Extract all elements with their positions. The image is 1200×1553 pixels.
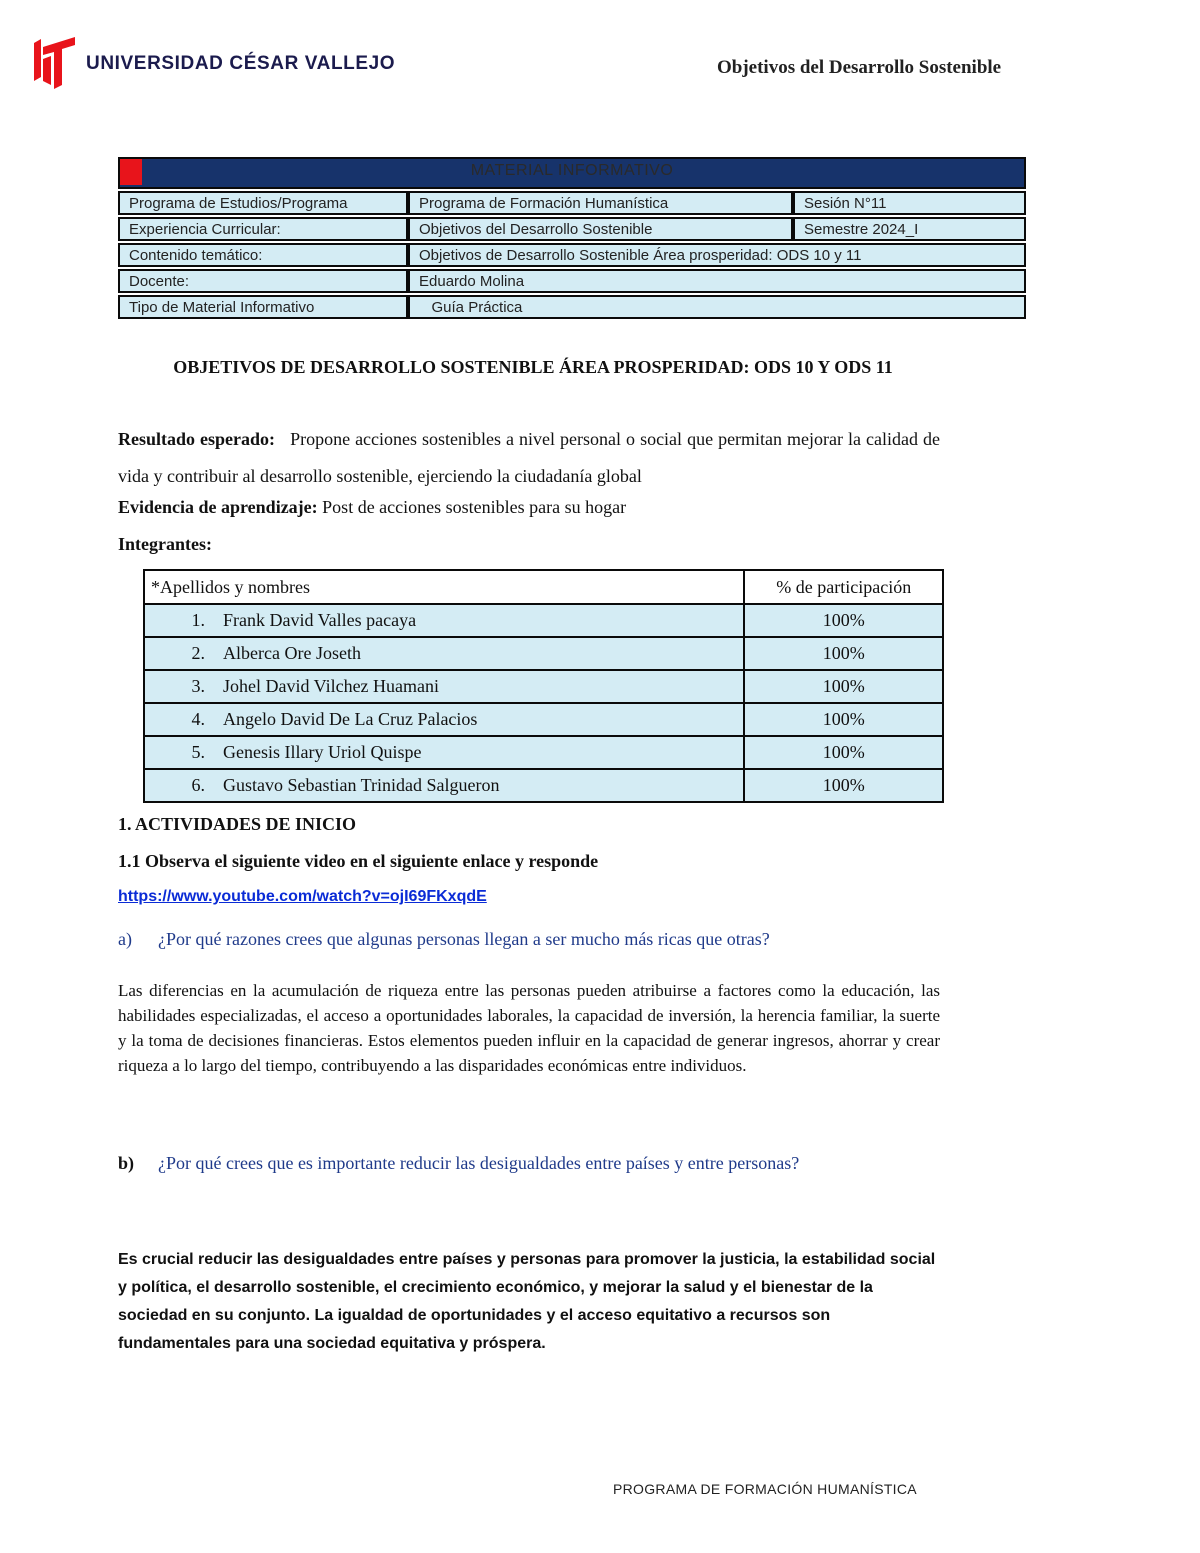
table-row bbox=[144, 670, 943, 703]
member-participation: 100% bbox=[744, 604, 943, 637]
document-title: OBJETIVOS DE DESARROLLO SOSTENIBLE ÁREA PROSPERIDAD: ODS 10 Y ODS 11 bbox=[173, 357, 893, 377]
member-name: Gustavo Sebastian Trinidad Salgueron bbox=[223, 775, 500, 795]
member-name: Frank David Valles pacaya bbox=[223, 610, 417, 630]
page-footer: PROGRAMA DE FORMACIÓN HUMANÍSTICA bbox=[613, 1481, 917, 1497]
question-a-label: a) bbox=[118, 929, 132, 949]
info-value: Objetivos del Desarrollo Sostenible bbox=[408, 217, 793, 241]
header-title: Objetivos del Desarrollo Sostenible bbox=[717, 57, 1002, 78]
question-a-text: ¿Por qué razones crees que algunas personas llegan a ser mucho más ricas que otras? bbox=[158, 929, 770, 949]
info-value: Eduardo Molina bbox=[408, 269, 1026, 293]
question-b bbox=[118, 1153, 799, 1174]
answer-b: Es crucial reducir las desigualdades entre países y personas para promover la justicia, la estabilidad social y política, el desarrollo sostenible, el crecimiento económico, y mejorar la salud y el bienestar de la sociedad en su conjunto. La igualdad de oportunidades y el acceso equitativo a recursos son fundamentales para una sociedad equitativa y próspera. bbox=[118, 1251, 936, 1352]
info-table-heading bbox=[118, 157, 1026, 189]
evidence-label: Evidencia de aprendizaje: bbox=[118, 497, 318, 517]
member-name: Angelo David De La Cruz Palacios bbox=[223, 709, 478, 729]
member-name: Genesis Illary Uriol Quispe bbox=[223, 742, 422, 762]
info-table bbox=[118, 157, 1026, 319]
table-row bbox=[144, 736, 943, 769]
header-name: *Apellidos y nombres bbox=[144, 570, 744, 604]
members-table bbox=[143, 569, 944, 803]
member-participation: 100% bbox=[744, 769, 943, 802]
member-number: 2. bbox=[191, 643, 205, 663]
member-name: Johel David Vilchez Huamani bbox=[223, 676, 440, 696]
member-participation: 100% bbox=[744, 736, 943, 769]
expected-result-text: Propone acciones sostenibles a nivel personal o social que permitan mejorar la calidad de vida y contribuir al desarrollo sostenible, ejerciendo la ciudadanía global bbox=[118, 429, 941, 486]
member-number: 5. bbox=[191, 742, 205, 762]
info-value: Objetivos de Desarrollo Sostenible Área prosperidad: ODS 10 y 11 bbox=[408, 243, 1026, 267]
info-label: Contenido temático: bbox=[118, 243, 408, 267]
table-row bbox=[144, 637, 943, 670]
member-number: 3. bbox=[191, 676, 205, 696]
subsection-heading: 1.1 Observa el siguiente video en el siguiente enlace y responde bbox=[118, 851, 599, 871]
university-logo-icon bbox=[32, 37, 77, 89]
info-row bbox=[118, 191, 1026, 215]
members-table-header bbox=[144, 570, 943, 604]
member-participation: 100% bbox=[744, 703, 943, 736]
info-value: Programa de Formación Humanística bbox=[408, 191, 793, 215]
info-label: Docente: bbox=[118, 269, 408, 293]
members-label: Integrantes: bbox=[118, 534, 212, 554]
question-a bbox=[118, 929, 770, 950]
info-label: Experiencia Curricular: bbox=[118, 217, 408, 241]
info-label: Tipo de Material Informativo bbox=[118, 295, 408, 319]
learning-evidence bbox=[118, 497, 626, 518]
table-row bbox=[144, 769, 943, 802]
info-row bbox=[118, 217, 1026, 241]
university-name: UNIVERSIDAD CÉSAR VALLEJO bbox=[86, 53, 396, 74]
answer-a: Las diferencias en la acumulación de riqueza entre las personas pueden atribuirse a factores como la educación, las habilidades especializadas, el acceso a oportunidades laborales, la capacidad de inversión, la herencia familiar, la suerte y la toma de decisiones financieras. Estos elementos pueden influir en la capacidad de generar ingresos, ahorrar y crear riqueza a lo largo del tiempo, contribuyendo a las disparidades económicas entre individuos. bbox=[118, 981, 940, 1075]
info-row bbox=[118, 269, 1026, 293]
member-number: 4. bbox=[191, 709, 205, 729]
question-b-text: ¿Por qué crees que es importante reducir las desigualdades entre países y entre personas? bbox=[158, 1153, 800, 1173]
evidence-text: Post de acciones sostenibles para su hogar bbox=[322, 497, 627, 517]
expected-result bbox=[118, 421, 940, 495]
info-row bbox=[118, 243, 1026, 267]
table-row bbox=[144, 604, 943, 637]
member-number: 6. bbox=[191, 775, 205, 795]
header-participation: % de participación bbox=[744, 570, 943, 604]
info-heading-text: MATERIAL INFORMATIVO bbox=[470, 162, 674, 179]
member-number: 1. bbox=[191, 610, 205, 630]
member-participation: 100% bbox=[744, 670, 943, 703]
info-extra: Semestre 2024_I bbox=[793, 217, 1026, 241]
section-heading: 1. ACTIVIDADES DE INICIO bbox=[118, 814, 357, 834]
table-row bbox=[144, 703, 943, 736]
member-participation: 100% bbox=[744, 637, 943, 670]
question-b-label: b) bbox=[118, 1153, 135, 1173]
video-link[interactable]: https://www.youtube.com/watch?v=ojI69FKxqdE bbox=[118, 888, 487, 905]
info-value: Guía Práctica bbox=[408, 295, 1026, 319]
info-label: Programa de Estudios/Programa bbox=[118, 191, 408, 215]
info-extra: Sesión N°11 bbox=[793, 191, 1026, 215]
member-name: Alberca Ore Joseth bbox=[223, 643, 361, 663]
info-row bbox=[118, 295, 1026, 319]
expected-result-label: Resultado esperado: bbox=[118, 429, 276, 449]
